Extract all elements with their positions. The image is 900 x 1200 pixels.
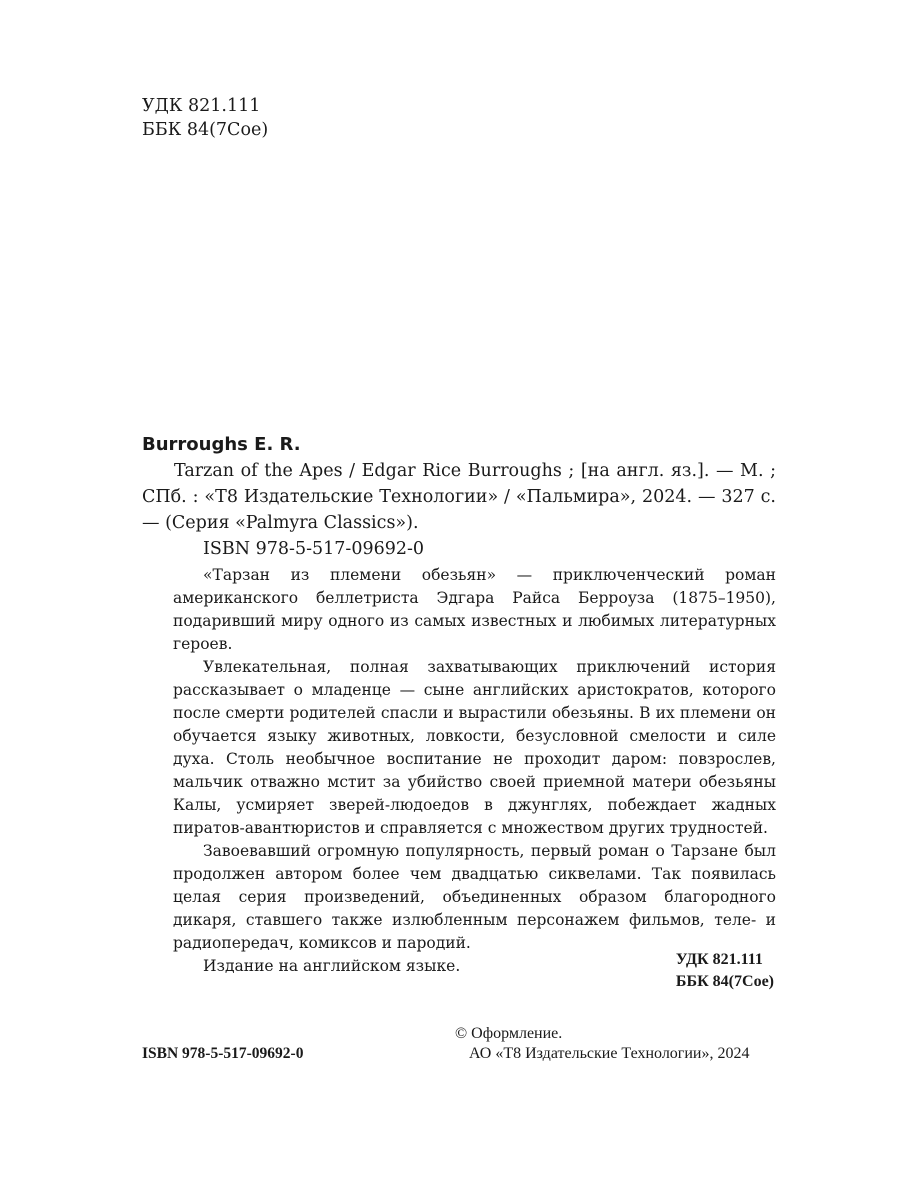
bbk-code: ББК 84(7Сое) xyxy=(142,120,269,140)
copyright-line: © Оформление. xyxy=(455,1025,563,1042)
author-heading: Burroughs E. R. xyxy=(142,434,301,455)
annotation-paragraph: Увлекательная, полная захватывающих приключений история рассказывает о младенце — сыне английских аристократов, которого после смерти родителей спасли и вырастили обезьяны. В их племени он обучается языку животных, ловкости, безусловной смелости и силе духа. Столь необычное воспитание не проходит даром: повзрослев, мальчик отважно мстит за убийство своей приемной матери обезьяны Калы, усмиряет зверей-людоедов в джунглях, побеждает жадных пиратов-авантюристов и справляется с множеством других трудностей. xyxy=(173,658,776,837)
classification-codes xyxy=(142,94,268,142)
copyright-holder: АО «Т8 Издательские Технологии», 2024 xyxy=(469,1045,750,1062)
bibliographic-description: Tarzan of the Apes / Edgar Rice Burroughs ; [на англ. яз.]. — М. ; СПб. : «Т8 Издательские Технологии» / «Пальмира», 2024. — 327 с. — (Серия «Palmyra Classics»). xyxy=(142,461,776,533)
annotation-paragraph: «Тарзан из племени обезьян» — приключенческий роман американского беллетриста Эдгара Райса Берроуза (1875–1950), подаривший миру одного из самых известных и любимых литературных героев. xyxy=(173,566,776,653)
footer-udk-code: УДК 821.111 xyxy=(675,951,763,968)
footer-isbn: ISBN 978-5-517-09692-0 xyxy=(142,1045,304,1062)
copyright-notice xyxy=(455,1024,750,1064)
udk-code: УДК 821.111 xyxy=(142,96,261,116)
annotation-paragraph: Издание на английском языке. xyxy=(203,957,461,975)
isbn-line: ISBN 978-5-517-09692-0 xyxy=(203,539,425,559)
footer-classification-codes xyxy=(676,949,774,993)
annotation xyxy=(173,564,776,978)
annotation-paragraph: Завоевавший огромную популярность, первый роман о Тарзане был продолжен автором более чем двадцатью сиквелами. Так появилась целая серия произведений, объединенных образом благородного дикаря, ставшего также излюбленным персонажем фильмов, теле- и радиопередач, комиксов и пародий. xyxy=(173,842,776,952)
footer-bbk-code: ББК 84(7Сое) xyxy=(675,973,774,990)
